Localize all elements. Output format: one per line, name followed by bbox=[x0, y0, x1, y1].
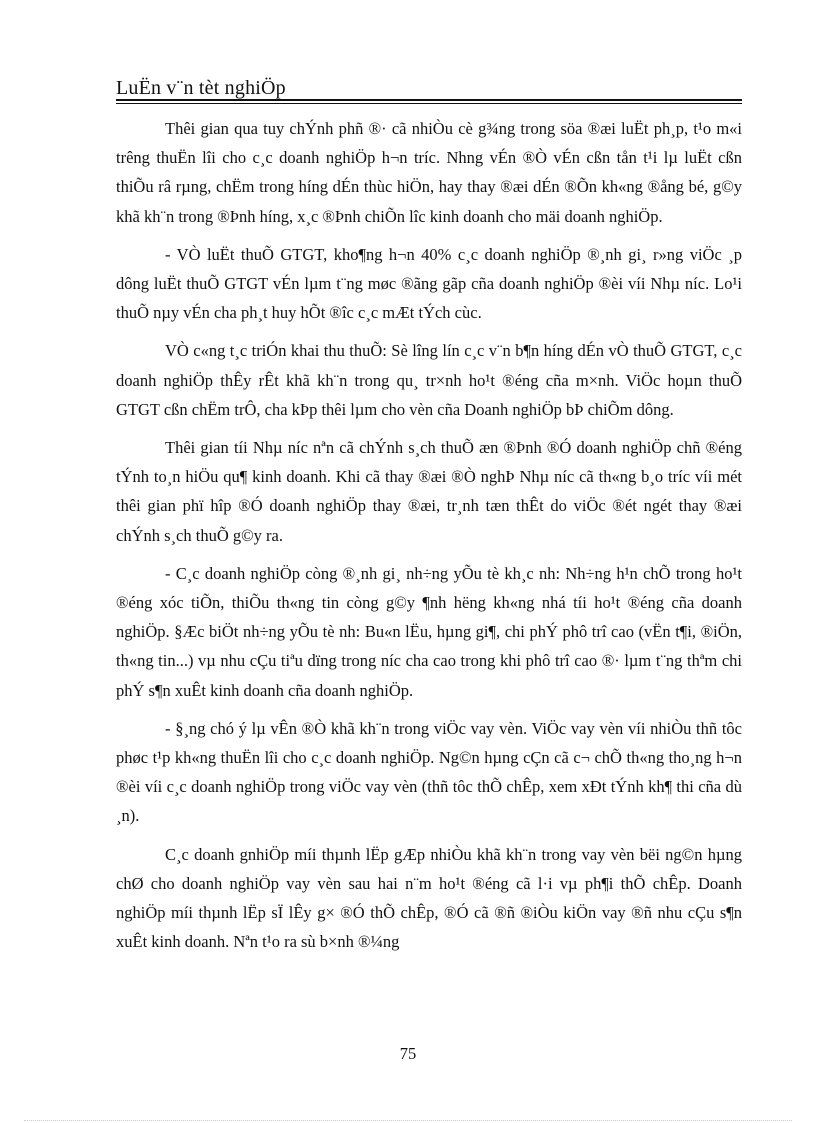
paragraph: - VÒ luËt thuÕ GTGT, kho¶ng h¬n 40% c¸c doanh nghiÖp ®¸nh gi¸ r»ng viÖc ¸p dông luËt thuÕ GTGT vÉn lµm t¨ng møc ®ãng gãp cña doanh nghiÖp ®èi víi Nhµ níc. Lo¹i thuÕ nµy vÉn cha ph¸t huy hÕt ®îc c¸c mÆt tÝch cùc. bbox=[116, 244, 742, 323]
paragraph: Thêi gian tíi Nhµ níc nªn cã chÝnh s¸ch thuÕ æn ®Þnh ®Ó doanh nghiÖp chñ ®éng tÝnh to¸n hiÖu qu¶ kinh doanh. Khi cã thay ®æi ®Ò nghÞ Nhµ níc cã th«ng b¸o tríc víi mét thêi gian phï hîp ®Ó doanh nghiÖp thay ®æi, tr¸nh tæn thÊt do viÖc ®ét ngét thay ®æi chÝnh s¸ch thuÕ g©y ra. bbox=[116, 438, 742, 545]
paragraph: VÒ c«ng t¸c triÓn khai thu thuÕ: Sè lîng lín c¸c v¨n b¶n híng dÉn vÒ thuÕ GTGT, c¸c doanh nghiÖp thÊy rÊt khã kh¨n trong qu¸ tr×nh ho¹t ®éng cña m×nh. ViÖc hoµn thuÕ GTGT cßn chËm trÔ, cha kÞp thêi lµm cho vèn cña Doanh nghiÖp bÞ chiÕm dông. bbox=[116, 341, 742, 419]
body-text bbox=[116, 114, 742, 965]
paragraph: C¸c doanh gnhiÖp míi thµnh lËp gÆp nhiÒu khã kh¨n trong vay vèn bëi ng©n hµng chØ cho doanh nghiÖp vay vèn sau hai n¨m ho¹t ®éng cã l·i vµ ph¶i thÕ chÊp. Doanh nghiÖp míi thµnh lËp sÏ lÊy g× ®Ó thÕ chÊp, ®Ó cã ®ñ ®iÒu kiÖn vay ®ñ nhu cÇu s¶n xuÊt kinh doanh. Nªn t¹o ra sù b×nh ®¼ng bbox=[116, 844, 742, 952]
paragraph: - §¸ng chó ý lµ vÊn ®Ò khã kh¨n trong viÖc vay vèn. ViÖc vay vèn víi nhiÒu thñ tôc phøc t¹p kh«ng thuËn lîi cho c¸c doanh nghiÖp. Ng©n hµng cÇn cã c¬ chÕ th«ng tho¸ng h¬n ®èi víi c¸c doanh nghiÖp trong viÖc vay vèn (thñ tôc thÕ chÊp, xem xÐt tÝnh kh¶ thi cña dù ¸n). bbox=[116, 718, 742, 826]
page-bottom-border bbox=[24, 1120, 792, 1121]
running-header-title: LuËn v¨n tèt nghiÖp bbox=[116, 77, 286, 99]
header-rule bbox=[116, 99, 742, 101]
paragraph: - C¸c doanh nghiÖp còng ®¸nh gi¸ nh÷ng yÕu tè kh¸c nh: Nh÷ng h¹n chÕ trong ho¹t ®éng xóc tiÕn, thiÕu th«ng tin còng g©y ¶nh hëng kh«ng nhá tíi ho¹t ®éng cña doanh nghiÖp. §Æc biÖt nh÷ng yÕu tè nh: Bu«n lËu, hµng gi¶, chi phÝ phô trî cao (vËn t¶i, ®iÖn, th«ng tin...) vµ nhu cÇu tiªu dïng trong níc cha cao trong khi phô trî cao ®· lµm t¨ng thªm chi phÝ s¶n xuÊt kinh doanh cña doanh nghiÖp. bbox=[116, 563, 742, 700]
paragraph: Thêi gian qua tuy chÝnh phñ ®· cã nhiÒu cè g¾ng trong söa ®æi luËt ph¸p, t¹o m«i trêng thuËn lîi cho c¸c doanh nghiÖp h¬n tríc. Nhng vÉn ®Ò vÉn cßn tån t¹i lµ luËt cßn thiÕu râ rµng, chËm trong híng dÉn thùc hiÖn, hay thay ®æi dÉn ®Õn kh«ng ®ång bé, g©y khã kh¨n trong ®Þnh híng, x¸c ®Þnh chiÕn lîc kinh doanh cho mäi doanh nghiÖp. bbox=[116, 119, 742, 226]
page-number: 75 bbox=[399, 1044, 417, 1063]
header-rule-thin bbox=[116, 103, 742, 104]
